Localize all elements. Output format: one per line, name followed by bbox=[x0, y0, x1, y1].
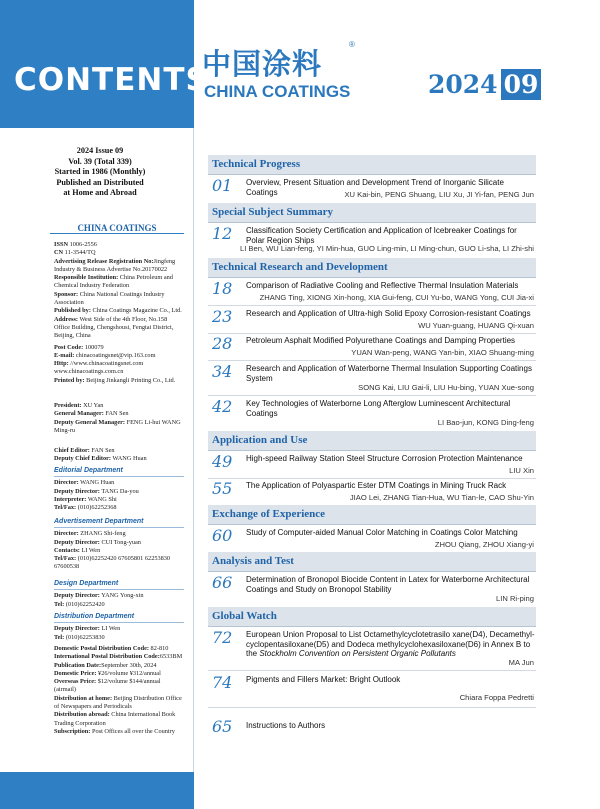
info-line: Address: West Side of the 4th Floor, No.158 Office Building, Chengshousi, Fengtai District, Beijing, China bbox=[54, 315, 174, 340]
department-heading: Advertisement Department bbox=[54, 518, 144, 525]
toc-entry[interactable] bbox=[208, 397, 536, 431]
divider bbox=[208, 670, 536, 671]
article-title: Instructions to Authors bbox=[246, 721, 326, 730]
design-department bbox=[54, 580, 184, 609]
info-line: Interpreter: WANG Shi bbox=[54, 495, 117, 503]
article-title: Research and Application of Ultra-high Solid Epoxy Corrosion-resistant Coatings bbox=[246, 309, 531, 318]
issue-year: 2024 bbox=[428, 69, 498, 99]
toc-entry[interactable] bbox=[208, 717, 536, 741]
magazine-label: CHINA COATINGS bbox=[77, 223, 157, 233]
info-line: ISSN 1006-2556 bbox=[54, 241, 97, 248]
toc-entry[interactable] bbox=[208, 279, 536, 305]
section-heading: Technical Progress bbox=[208, 155, 536, 175]
article-title: Determination of Bronopol Biocide Content in Latex for Waterborne Architectural Coatings and Study on Bronopol Stability bbox=[246, 575, 530, 594]
article-title: Key Technologies of Waterborne Long Afterglow Luminescent Architectural Coatings bbox=[246, 399, 511, 418]
section-heading: Special Subject Summary bbox=[208, 203, 536, 223]
info-line: Sponsor: China National Coatings Industry Association bbox=[54, 290, 165, 307]
contents-title: CONTENTS bbox=[14, 62, 209, 98]
info-line: International Postal Distribution Code:6533BM bbox=[54, 653, 183, 661]
article-title: Study of Computer-aided Manual Color Matching in Coatings Color Matching bbox=[246, 528, 518, 537]
section-heading: Application and Use bbox=[208, 431, 536, 451]
editor-info bbox=[54, 447, 184, 464]
divider bbox=[208, 360, 536, 361]
page-number: 28 bbox=[212, 334, 233, 353]
article-authors: LIU Xin bbox=[509, 466, 534, 475]
management-info bbox=[54, 402, 184, 435]
info-line: Tel/Fax: (010)62252368 bbox=[54, 504, 117, 512]
article-authors: YUAN Wan-peng, WANG Yan-bin, XIAO Shuang-ming bbox=[351, 348, 534, 357]
page-number: 55 bbox=[212, 479, 233, 498]
article-authors: LI Bao-jun, KONG Ding-feng bbox=[437, 418, 534, 427]
page-number: 65 bbox=[212, 717, 233, 736]
issue-info bbox=[30, 146, 170, 199]
info-line: Printed by: Beijing Jinkangli Printing Co., Ltd. bbox=[54, 376, 176, 384]
publication-info bbox=[54, 241, 184, 385]
editorial-department bbox=[54, 467, 184, 512]
article-authors: MA Jun bbox=[508, 658, 534, 667]
issue-badge bbox=[428, 68, 541, 100]
article-title: Pigments and Fillers Market: Bright Outlook bbox=[246, 675, 401, 684]
divider bbox=[54, 527, 184, 528]
toc-entry[interactable] bbox=[208, 452, 536, 478]
article-authors: LI Ben, WU Lian-feng, YI Min-hua, GUO Ling-min, LI Ming-chun, GUO Li-sha, LI Zhi-shi bbox=[239, 244, 534, 253]
info-line: Domestic Postal Distribution Code: 82-810 bbox=[54, 645, 169, 652]
page-number: 72 bbox=[212, 628, 233, 647]
page-number: 34 bbox=[212, 362, 233, 381]
info-line: Deputy Director: YANG Yong-xin bbox=[54, 592, 144, 600]
page-number: 18 bbox=[212, 279, 233, 298]
info-line: Advertising Release Registration No:Jingfeng Industry & Business Advertise No.20170022 bbox=[54, 257, 176, 273]
info-line: Post Code: 100079 bbox=[54, 343, 104, 351]
volume-line: Vol. 39 (Total 339) bbox=[68, 156, 132, 166]
info-line: Distribution at home: Beijing Distribution Office of Newspapers and Periodicals bbox=[54, 694, 182, 711]
published-line: Published an Distributed bbox=[56, 177, 144, 187]
article-title: Comparison of Radiative Cooling and Reflective Thermal Insulation Materials bbox=[246, 281, 519, 290]
distribution-line: at Home and Abroad bbox=[63, 188, 137, 198]
divider bbox=[208, 305, 536, 306]
toc-entry[interactable] bbox=[208, 479, 536, 505]
toc-entry[interactable] bbox=[208, 673, 536, 707]
info-line: Contacts: LI Wen bbox=[54, 546, 101, 554]
toc-entry[interactable] bbox=[208, 526, 536, 552]
page-number: 49 bbox=[212, 452, 233, 471]
article-title: European Union Proposal to List Octamethylcyclotetrasilo xane(D4), Decamethyl-cyclopentasiloxane(D5) and Dodeca methylcyclohexasiloxane(D6) in Annex B to the Stockholm Convention on Persistent Organic Pollutants bbox=[246, 630, 535, 659]
info-line: Deputy Director: LI Wen bbox=[54, 625, 121, 633]
info-line: Deputy Director: CUI Tong-yuan bbox=[54, 538, 141, 546]
toc-entry[interactable] bbox=[208, 362, 536, 396]
article-title: Research and Application of Waterborne Thermal Insulation Supporting Coatings System bbox=[246, 364, 532, 383]
magazine-logo-chinese: 中国涂料 bbox=[202, 47, 323, 81]
article-title: High-speed Railway Station Steel Structure Corrosion Protection Maintenance bbox=[246, 454, 523, 463]
info-line: Distribution abroad: China International Book Trading Corporation bbox=[54, 711, 176, 727]
article-authors: ZHANG Ting, XIONG Xin-hong, XIA Gui-feng, CUI Yu-bo, WANG Yong, CUI Jia-xi bbox=[259, 293, 534, 302]
divider bbox=[54, 622, 184, 623]
info-line: Http: //www.chinacoatingsnet.com www.chinacoatings.com.cn bbox=[54, 360, 144, 376]
divider bbox=[50, 233, 184, 234]
info-line: General Manager: FAN Sen bbox=[54, 410, 129, 418]
info-line: Responsible Institution: China Petroleum and Chemical Industry Federation bbox=[54, 274, 173, 290]
toc-entry[interactable] bbox=[208, 176, 536, 202]
section-heading: Technical Research and Development bbox=[208, 258, 536, 278]
article-authors: Chiara Foppa Pedretti bbox=[459, 693, 534, 702]
info-line: Subscription: Post Offices all over the Country bbox=[54, 727, 175, 735]
article-authors: JIAO Lei, ZHANG Tian-Hua, WU Tian-le, CAO Shu-Yin bbox=[349, 493, 534, 502]
info-line: E-mail: chinacoatingsnet@vip.163.com bbox=[54, 351, 156, 359]
issue-line: 2024 Issue 09 bbox=[76, 146, 124, 155]
article-authors: SONG Kai, LIU Gai-li, LIU Hu-bing, YUAN Xue-song bbox=[358, 383, 534, 392]
section-heading: Analysis and Test bbox=[208, 552, 536, 572]
distribution-info bbox=[54, 645, 184, 736]
article-title: Overview, Present Situation and Development Trend of Inorganic Silicate Coatings bbox=[246, 178, 504, 197]
info-line: Tel/Fax: (010)62252420 67605801 62253830 67600538 bbox=[54, 555, 171, 571]
article-title: The Application of Polyaspartic Ester DTM Coatings in Mining Truck Rack bbox=[246, 481, 507, 490]
info-line: Chief Editor: FAN Sen bbox=[54, 447, 115, 454]
department-heading: Design Department bbox=[54, 580, 119, 587]
page-number: 23 bbox=[212, 307, 233, 326]
toc-entry[interactable] bbox=[208, 334, 536, 360]
left-column bbox=[0, 0, 209, 809]
page-number: 66 bbox=[212, 573, 233, 592]
issue-number: 09 bbox=[501, 69, 542, 100]
page-number: 01 bbox=[212, 176, 233, 195]
page-number: 60 bbox=[212, 526, 233, 545]
footer-band bbox=[0, 772, 194, 809]
article-title: Classification Society Certification and Application of Icebreaker Coatings for Polar Region Ships bbox=[246, 226, 517, 245]
info-line: President: XU Yan bbox=[54, 402, 104, 409]
toc-entry[interactable] bbox=[208, 224, 536, 253]
info-line: Deputy General Manager: FENG Li-hui WANG Ming-ru bbox=[54, 418, 181, 434]
divider bbox=[208, 395, 536, 396]
distribution-department bbox=[54, 613, 184, 642]
advertisement-department bbox=[54, 518, 184, 572]
info-line: Published by: China Coatings Magazine Co., Ltd. bbox=[54, 307, 182, 315]
toc-entry[interactable] bbox=[208, 628, 536, 670]
info-line: Deputy Chief Editor: WANG Huan bbox=[54, 455, 147, 463]
page-number: 12 bbox=[212, 224, 233, 243]
section-heading: Global Watch bbox=[208, 607, 536, 627]
article-authors: XU Kai-bin, PENG Shuang, LIU Xu, JI Yi-fan, PENG Jun bbox=[344, 190, 534, 199]
toc-entry[interactable] bbox=[208, 307, 536, 333]
info-line: Director: ZHANG Shi-feng bbox=[54, 530, 126, 538]
divider bbox=[208, 707, 536, 708]
info-line: CN 11-3544/TQ bbox=[54, 249, 96, 257]
article-title: Petroleum Asphalt Modified Polyurethane Coatings and Damping Properties bbox=[246, 336, 516, 345]
article-authors: LIN Ri-ping bbox=[496, 594, 534, 603]
section-heading: Exchange of Experience bbox=[208, 505, 536, 525]
article-authors: ZHOU Qiang, ZHOU Xiang-yi bbox=[434, 540, 534, 549]
info-line: Tel: (010)62252420 bbox=[54, 600, 105, 608]
info-line: Publication Date:September 30th, 2024 bbox=[54, 661, 157, 669]
divider bbox=[54, 589, 184, 590]
magazine-logo-english: CHINA COATINGS bbox=[204, 82, 351, 101]
department-heading: Distribution Department bbox=[54, 613, 135, 620]
department-heading: Editorial Department bbox=[54, 467, 123, 474]
article-authors: WU Yuan-guang, HUANG Qi-xuan bbox=[418, 321, 534, 330]
info-line: Deputy Director: TANG Da-you bbox=[54, 487, 139, 495]
started-line: Started in 1986 (Monthly) bbox=[54, 167, 146, 177]
info-line: Tel: (010)62253830 bbox=[54, 633, 105, 641]
divider bbox=[54, 476, 184, 477]
info-line: Domestic Price: ¥26/volume ¥312/annual bbox=[54, 669, 161, 677]
page-number: 42 bbox=[212, 397, 233, 416]
registered-mark: ® bbox=[349, 40, 355, 49]
info-line: Overseas Price: $12/volume $144/annual (airmail) bbox=[54, 678, 161, 694]
toc-entry[interactable] bbox=[208, 573, 536, 607]
info-line: Director: WANG Huan bbox=[54, 479, 115, 487]
page-number: 74 bbox=[212, 673, 233, 692]
